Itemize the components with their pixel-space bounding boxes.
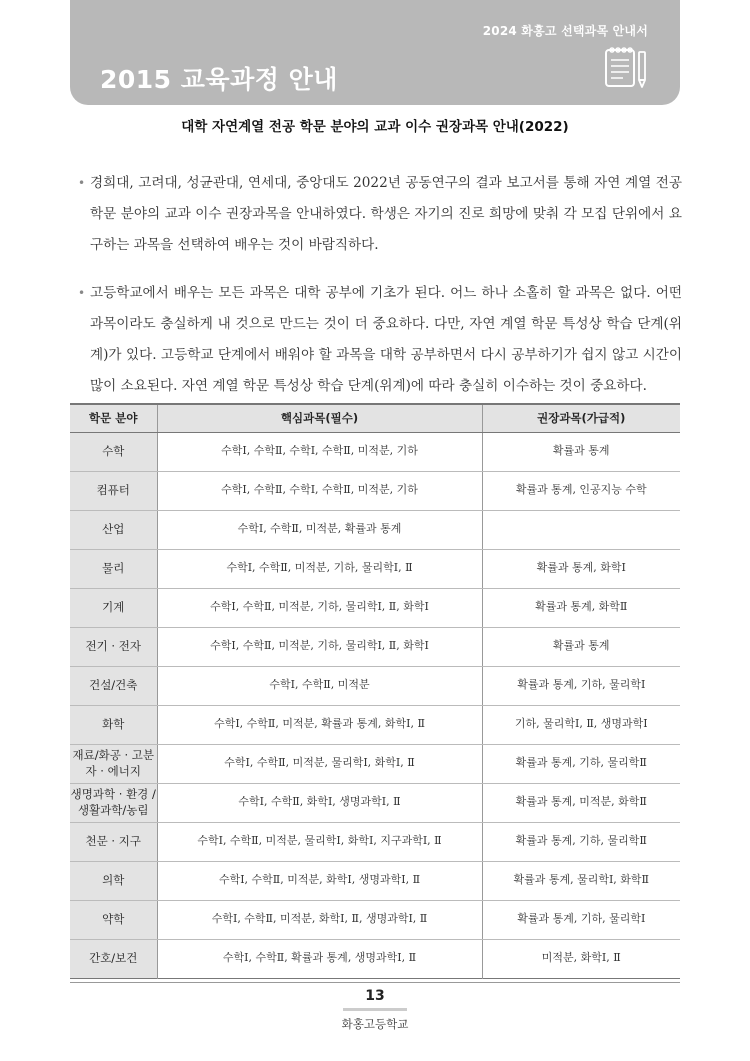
field-cell: 생명과학 · 환경 /생활과학/농림 — [70, 783, 157, 822]
field-cell: 물리 — [70, 549, 157, 588]
field-cell: 컴퓨터 — [70, 471, 157, 510]
field-cell: 산업 — [70, 510, 157, 549]
table-row — [70, 744, 680, 783]
notebook-pencil-icon — [602, 44, 650, 90]
recommended-courses-cell: 확률과 통계 — [482, 627, 680, 666]
table-row — [70, 900, 680, 939]
table-row — [70, 471, 680, 510]
footer-divider — [70, 982, 680, 983]
table-row — [70, 861, 680, 900]
core-courses-cell: 수학Ⅰ, 수학Ⅱ, 수학Ⅰ, 수학Ⅱ, 미적분, 기하 — [157, 471, 482, 510]
recommended-courses-cell: 미적분, 화학Ⅰ, Ⅱ — [482, 939, 680, 978]
core-courses-cell: 수학Ⅰ, 수학Ⅱ, 미적분, 기하, 물리학Ⅰ, Ⅱ, 화학Ⅰ — [157, 588, 482, 627]
bullet-list — [78, 168, 682, 419]
core-courses-cell: 수학Ⅰ, 수학Ⅱ, 미적분, 물리학Ⅰ, 화학Ⅰ, Ⅱ — [157, 744, 482, 783]
core-courses-cell: 수학Ⅰ, 수학Ⅱ, 미적분, 기하, 물리학Ⅰ, Ⅱ, 화학Ⅰ — [157, 627, 482, 666]
bullet-item — [78, 278, 682, 402]
core-courses-cell: 수학Ⅰ, 수학Ⅱ, 화학Ⅰ, 생명과학Ⅰ, Ⅱ — [157, 783, 482, 822]
bullet-dot-icon: • — [78, 286, 86, 300]
field-cell: 건설/건축 — [70, 666, 157, 705]
course-recommendation-table — [70, 403, 680, 979]
core-courses-cell: 수학Ⅰ, 수학Ⅱ, 확률과 통계, 생명과학Ⅰ, Ⅱ — [157, 939, 482, 978]
table-row — [70, 549, 680, 588]
field-cell: 의학 — [70, 861, 157, 900]
core-courses-cell: 수학Ⅰ, 수학Ⅱ, 미적분, 확률과 통계, 화학Ⅰ, Ⅱ — [157, 705, 482, 744]
field-cell: 기계 — [70, 588, 157, 627]
recommended-courses-cell: 확률과 통계, 인공지능 수학 — [482, 471, 680, 510]
page-subtitle: 대학 자연계열 전공 학문 분야의 교과 이수 권장과목 안내(2022) — [181, 119, 569, 135]
recommended-courses-cell: 확률과 통계, 물리학Ⅰ, 화학Ⅱ — [482, 861, 680, 900]
table-row — [70, 510, 680, 549]
field-cell: 화학 — [70, 705, 157, 744]
table-row — [70, 705, 680, 744]
field-cell: 약학 — [70, 900, 157, 939]
page-number-underline — [343, 1008, 407, 1011]
recommended-courses-cell: 확률과 통계, 기하, 물리학Ⅱ — [482, 822, 680, 861]
column-header-field: 학문 분야 — [70, 404, 157, 432]
recommended-courses-cell: 확률과 통계 — [482, 432, 680, 471]
table-header-row — [70, 404, 680, 432]
core-courses-cell: 수학Ⅰ, 수학Ⅱ, 미적분, 물리학Ⅰ, 화학Ⅰ, 지구과학Ⅰ, Ⅱ — [157, 822, 482, 861]
field-cell: 간호/보건 — [70, 939, 157, 978]
bullet-text: 경희대, 고려대, 성균관대, 연세대, 중앙대도 2022년 공동연구의 결과 보고서를 통해 자연 계열 전공 학문 분야의 교과 이수 권장과목을 안내하였다. 학생은 자기의 진로 희망에 맞춰 각 모집 단위에서 요구하는 과목을 선택하여 배우는 것이 바람직하다. — [90, 175, 682, 253]
field-cell: 천문 · 지구 — [70, 822, 157, 861]
core-courses-cell: 수학Ⅰ, 수학Ⅱ, 수학Ⅰ, 수학Ⅱ, 미적분, 기하 — [157, 432, 482, 471]
table-row — [70, 627, 680, 666]
recommended-courses-cell: 확률과 통계, 기하, 물리학Ⅰ — [482, 666, 680, 705]
table-row — [70, 939, 680, 978]
field-cell: 전기 · 전자 — [70, 627, 157, 666]
table-row — [70, 666, 680, 705]
header-banner — [70, 0, 680, 105]
core-courses-cell: 수학Ⅰ, 수학Ⅱ, 미적분, 화학Ⅰ, Ⅱ, 생명과학Ⅰ, Ⅱ — [157, 900, 482, 939]
core-courses-cell: 수학Ⅰ, 수학Ⅱ, 미적분 — [157, 666, 482, 705]
section-title: 2015 교육과정 안내 — [100, 65, 338, 94]
recommended-courses-cell: 확률과 통계, 화학Ⅱ — [482, 588, 680, 627]
school-name: 화홍고등학교 — [341, 1017, 409, 1031]
core-courses-cell: 수학Ⅰ, 수학Ⅱ, 미적분, 화학Ⅰ, 생명과학Ⅰ, Ⅱ — [157, 861, 482, 900]
column-header-core: 핵심과목(필수) — [157, 404, 482, 432]
bullet-text: 고등학교에서 배우는 모든 과목은 대학 공부에 기초가 된다. 어느 하나 소홀히 할 과목은 없다. 어떤 과목이라도 충실하게 내 것으로 만드는 것이 더 중요하다. 다만, 자연 계열 학문 특성상 학습 단계(위계)가 있다. 고등학교 단계에서 배워야 할 과목을 대학 공부하면서 다시 공부하기가 쉽지 않고 시간이 많이 소요된다. 자연 계열 학문 특성상 학습 단계(위계)에 따라 충실히 이수하는 것이 중요하다. — [90, 285, 682, 394]
field-cell: 수학 — [70, 432, 157, 471]
field-cell: 재료/화공 · 고분자 · 에너지 — [70, 744, 157, 783]
bullet-item — [78, 168, 682, 261]
table-row — [70, 588, 680, 627]
table-row — [70, 432, 680, 471]
document-label: 2024 화홍고 선택과목 안내서 — [482, 24, 648, 38]
bullet-dot-icon: • — [78, 176, 86, 190]
page-number: 13 — [365, 988, 385, 1004]
table-row — [70, 783, 680, 822]
recommended-courses-cell — [482, 510, 680, 549]
core-courses-cell: 수학Ⅰ, 수학Ⅱ, 미적분, 확률과 통계 — [157, 510, 482, 549]
recommended-courses-cell: 기하, 물리학Ⅰ, Ⅱ, 생명과학Ⅰ — [482, 705, 680, 744]
table-row — [70, 822, 680, 861]
recommended-courses-cell: 확률과 통계, 기하, 물리학Ⅱ — [482, 744, 680, 783]
recommended-courses-cell: 확률과 통계, 기하, 물리학Ⅰ — [482, 900, 680, 939]
core-courses-cell: 수학Ⅰ, 수학Ⅱ, 미적분, 기하, 물리학Ⅰ, Ⅱ — [157, 549, 482, 588]
column-header-recommended: 권장과목(가급적) — [482, 404, 680, 432]
recommended-courses-cell: 확률과 통계, 미적분, 화학Ⅱ — [482, 783, 680, 822]
recommended-courses-cell: 확률과 통계, 화학Ⅰ — [482, 549, 680, 588]
